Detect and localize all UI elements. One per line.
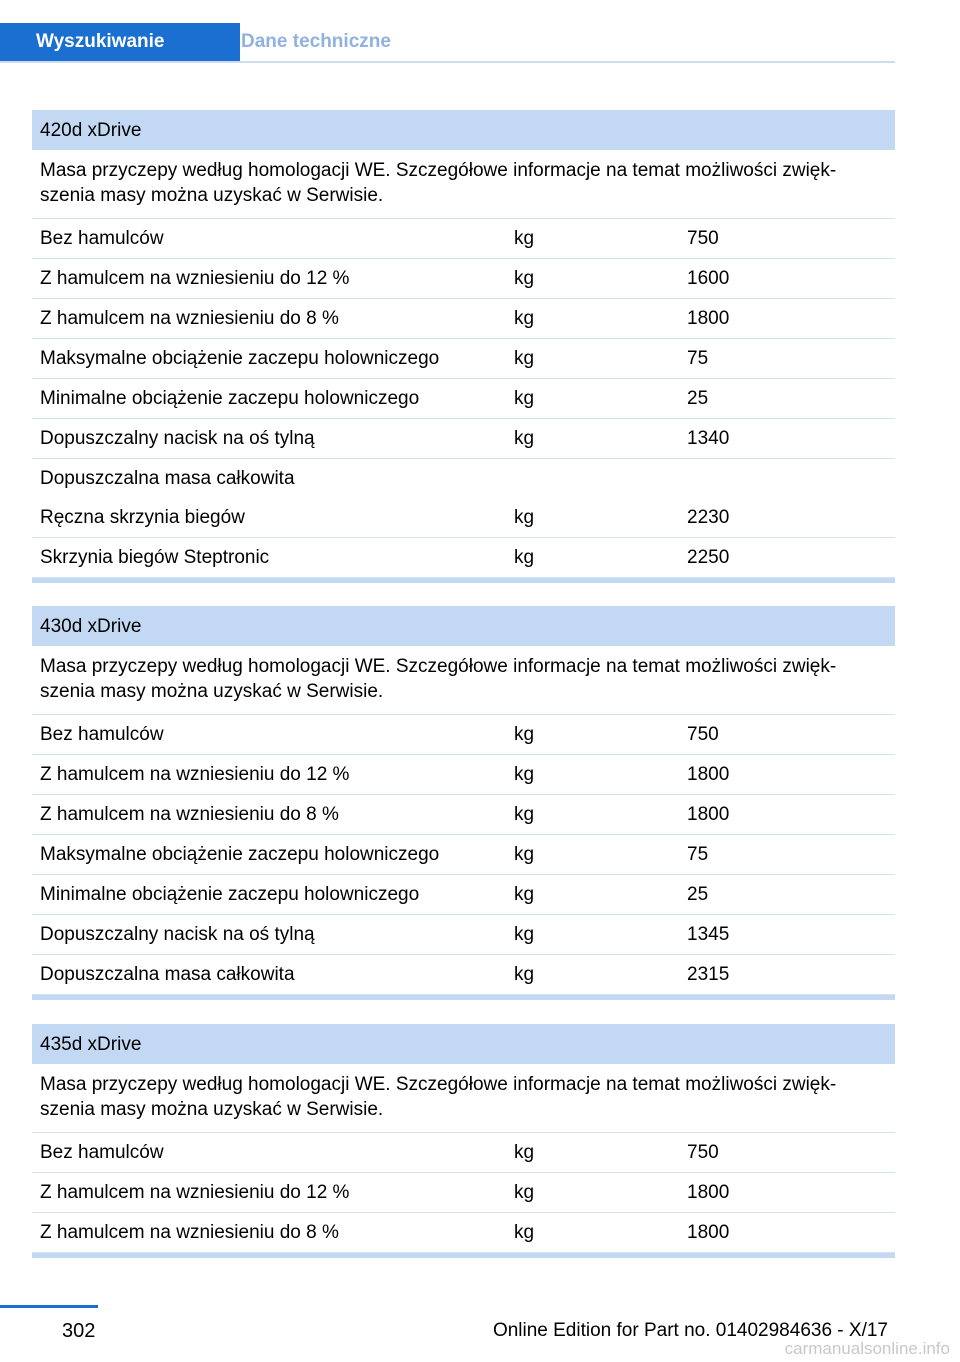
row-value: 750 (687, 1142, 719, 1163)
row-value: 1800 (687, 764, 730, 785)
row-unit: kg (514, 844, 535, 865)
row-unit: kg (514, 348, 535, 369)
table-row (32, 419, 895, 459)
row-unit: kg (514, 1182, 535, 1203)
table-row (32, 219, 895, 259)
row-unit: kg (514, 268, 535, 289)
row-unit: kg (514, 964, 535, 985)
table-row (32, 459, 895, 498)
row-unit: kg (514, 924, 535, 945)
table-row (32, 835, 895, 875)
table-end-bar (32, 578, 895, 583)
table-row (32, 875, 895, 915)
table-note: Masa przyczepy według homologacji WE. Szczegółowe informacje na temat możliwości zwięk-szenia masy można uzyskać w Serwisie. (32, 1064, 895, 1133)
row-unit: kg (514, 428, 535, 449)
row-label: Dopuszczalny nacisk na oś tylną (40, 924, 315, 945)
row-label: Bez hamulców (40, 1142, 164, 1163)
row-value: 750 (687, 724, 719, 745)
row-label: Dopuszczalna masa całkowita (40, 964, 295, 985)
row-value: 25 (687, 388, 709, 409)
row-label: Z hamulcem na wzniesieniu do 8 % (40, 1222, 339, 1243)
table-row (32, 755, 895, 795)
table-end-bar (32, 995, 895, 1000)
row-unit: kg (514, 388, 535, 409)
row-label: Z hamulcem na wzniesieniu do 12 % (40, 764, 350, 785)
spec-table-430d (32, 606, 895, 1000)
row-value: 1800 (687, 1222, 730, 1243)
row-unit: kg (514, 764, 535, 785)
row-value: 1800 (687, 804, 730, 825)
table-row (32, 795, 895, 835)
row-value: 750 (687, 228, 719, 249)
row-unit: kg (514, 1142, 535, 1163)
tab-search[interactable]: Wyszukiwanie (0, 23, 240, 61)
table-note: Masa przyczepy według homologacji WE. Szczegółowe informacje na temat możliwości zwięk-szenia masy można uzyskać w Serwisie. (32, 150, 895, 219)
row-unit: kg (514, 724, 535, 745)
row-value: 75 (687, 844, 709, 865)
row-unit: kg (514, 507, 535, 528)
row-unit: kg (514, 308, 535, 329)
row-label: Minimalne obciążenie zaczepu holowniczego (40, 884, 420, 905)
row-value: 1340 (687, 428, 730, 449)
row-label: Bez hamulców (40, 228, 164, 249)
row-label: Z hamulcem na wzniesieniu do 12 % (40, 268, 350, 289)
row-value: 2315 (687, 964, 730, 985)
table-row (32, 1213, 895, 1253)
row-label: Dopuszczalny nacisk na oś tylną (40, 428, 315, 449)
row-unit: kg (514, 228, 535, 249)
row-value: 25 (687, 884, 709, 905)
page-number: 302 (62, 1320, 96, 1342)
table-title (32, 110, 895, 150)
table-title (32, 606, 895, 646)
row-label: Minimalne obciążenie zaczepu holowniczego (40, 388, 420, 409)
row-value: 1600 (687, 268, 730, 289)
footer-accent-line (0, 1305, 98, 1308)
table-title-text: 420d xDrive (40, 120, 142, 141)
table-row (32, 955, 895, 995)
row-unit: kg (514, 884, 535, 905)
tab-technical-data[interactable]: Dane techniczne (241, 31, 391, 52)
row-label: Z hamulcem na wzniesieniu do 8 % (40, 804, 339, 825)
table-title-text: 435d xDrive (40, 1034, 142, 1055)
table-row (32, 1133, 895, 1173)
row-value: 1345 (687, 924, 730, 945)
row-unit: kg (514, 1222, 535, 1243)
table-row (32, 299, 895, 339)
row-unit: kg (514, 547, 535, 568)
row-value: 2250 (687, 547, 730, 568)
table-note: Masa przyczepy według homologacji WE. Szczegółowe informacje na temat możliwości zwięk-szenia masy można uzyskać w Serwisie. (32, 646, 895, 715)
row-label: Bez hamulców (40, 724, 164, 745)
row-value: 1800 (687, 1182, 730, 1203)
row-label: Ręczna skrzynia biegów (40, 507, 245, 528)
row-label: Skrzynia biegów Steptronic (40, 547, 270, 568)
watermark: carmanualsonline.info (784, 1339, 950, 1358)
table-row (32, 715, 895, 755)
table-row (32, 339, 895, 379)
edition-info: Online Edition for Part no. 01402984636 - X/17 (492, 1320, 888, 1341)
row-value: 75 (687, 348, 709, 369)
table-title (32, 1024, 895, 1064)
table-row (32, 915, 895, 955)
table-row (32, 498, 895, 538)
row-value: 1800 (687, 308, 730, 329)
table-row (32, 538, 895, 578)
spec-table-435d (32, 1024, 895, 1258)
table-row (32, 379, 895, 419)
row-label: Z hamulcem na wzniesieniu do 8 % (40, 308, 339, 329)
table-title-text: 430d xDrive (40, 616, 142, 637)
table-end-bar (32, 1253, 895, 1258)
spec-table-420d (32, 110, 895, 583)
row-label: Maksymalne obciążenie zaczepu holowniczego (40, 844, 440, 865)
top-navigation (0, 23, 895, 63)
table-row (32, 259, 895, 299)
row-label: Dopuszczalna masa całkowita (40, 468, 295, 489)
row-label: Maksymalne obciążenie zaczepu holowniczego (40, 348, 440, 369)
table-row (32, 1173, 895, 1213)
row-value: 2230 (687, 507, 730, 528)
row-label: Z hamulcem na wzniesieniu do 12 % (40, 1182, 350, 1203)
row-unit: kg (514, 804, 535, 825)
